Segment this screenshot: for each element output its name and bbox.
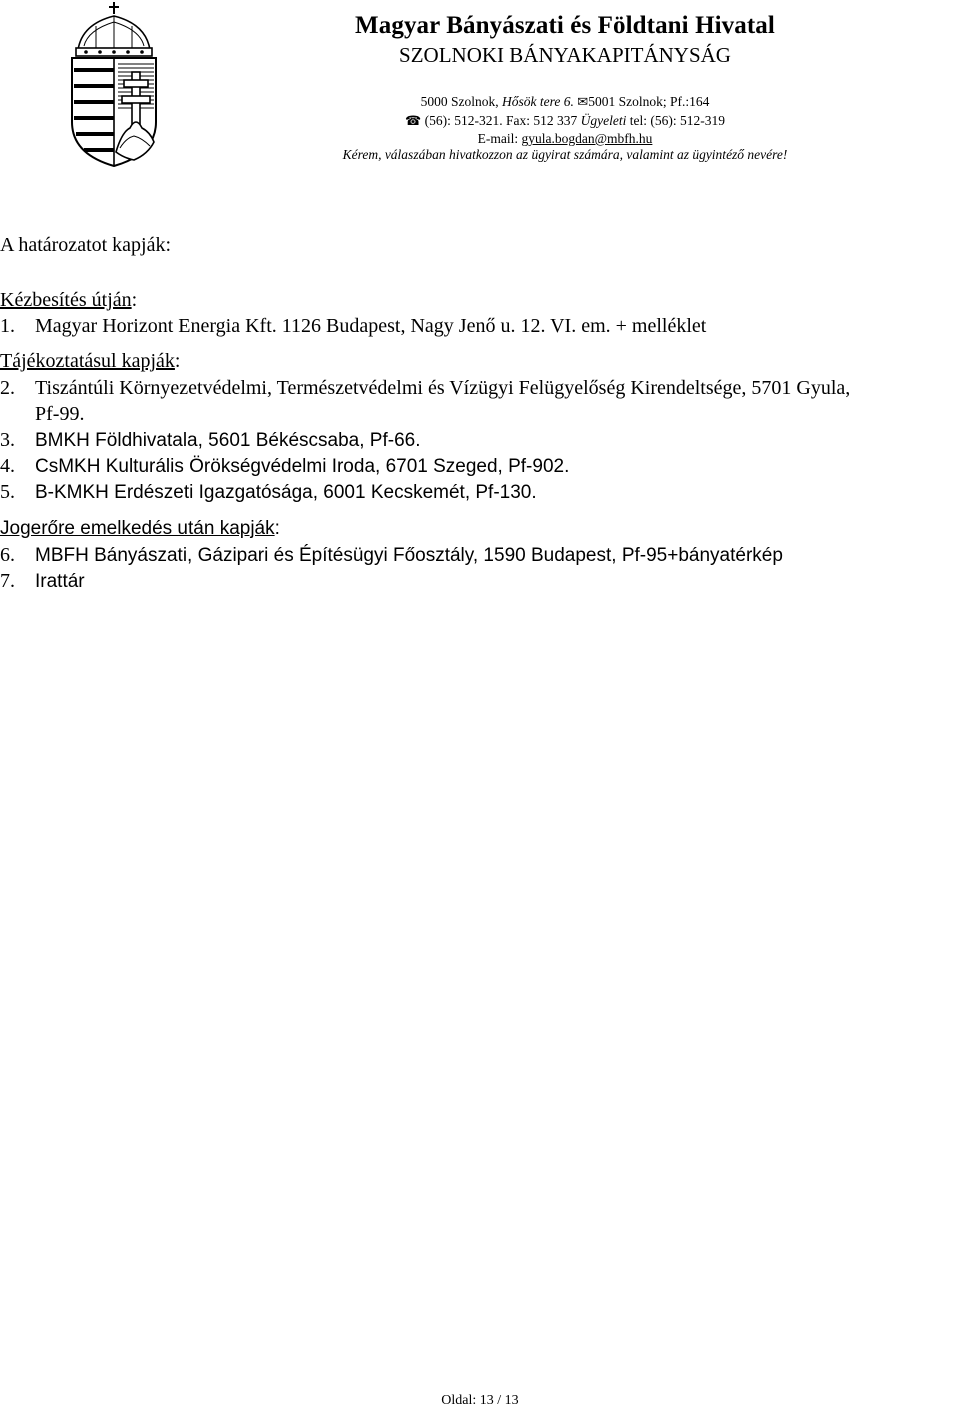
reference-note: Kérem, válaszában hivatkozzon az ügyirat számára, valamint az ügyintéző nevére! — [342, 147, 788, 162]
list-item: 7. Irattár — [0, 570, 85, 592]
coat-of-arms-icon — [68, 2, 160, 168]
list-item: 5. B-KMKH Erdészeti Igazgatósága, 6001 Kecskemét, Pf-130. — [0, 481, 537, 503]
list-item: 6. MBFH Bányászati, Gázipari és Építésügyi Főosztály, 1590 Budapest, Pf-95+bányatérkép — [0, 544, 783, 566]
list-item: 1. Magyar Horizont Energia Kft. 1126 Budapest, Nagy Jenő u. 12. VI. em. + melléklet — [0, 315, 707, 337]
email-label: E-mail: — [477, 131, 519, 146]
duty-phone: tel: (56): 512-319 — [629, 113, 725, 128]
final-heading: Jogerőre emelkedés után kapják: — [0, 518, 280, 539]
address-street: Hősök tere 6. — [502, 94, 574, 109]
address-line — [175, 94, 955, 110]
phone-numbers: (56): 512-321. Fax: 512 337 — [424, 113, 578, 128]
delivery-heading: Kézbesítés útján: — [0, 289, 138, 311]
duty-label: Ügyeleti — [580, 113, 627, 128]
address-city: 5000 Szolnok, — [420, 94, 499, 109]
recipients-heading: A határozatot kapják: — [0, 234, 172, 256]
list-item: 3. BMKH Földhivatala, 5601 Békéscsaba, Pf-66. — [0, 429, 421, 451]
info-heading: Tájékoztatásul kapják: — [0, 350, 181, 372]
list-item-continuation: Pf-99. — [35, 403, 85, 425]
page-number: Oldal: 13 / 13 — [441, 1393, 519, 1408]
email-line — [175, 131, 955, 147]
organization-name: Magyar Bányászati és Földtani Hivatal — [355, 12, 775, 39]
phone-line — [175, 113, 955, 129]
address-po: 5001 Szolnok; Pf.:164 — [588, 94, 710, 109]
email-link[interactable]: gyula.bogdan@mbfh.hu — [521, 131, 653, 146]
list-item: 4. CsMKH Kulturális Örökségvédelmi Iroda, 6701 Szeged, Pf-902. — [0, 455, 570, 477]
envelope-icon: ✉ — [577, 94, 589, 109]
department-name: SZOLNOKI BÁNYAKAPITÁNYSÁG — [399, 43, 731, 67]
telephone-icon: ☎ — [405, 113, 422, 128]
list-item: 2. Tiszántúli Környezetvédelmi, Természetvédelmi és Vízügyi Felügyelőség Kirendeltsége, 5701 Gyula, — [0, 377, 851, 399]
